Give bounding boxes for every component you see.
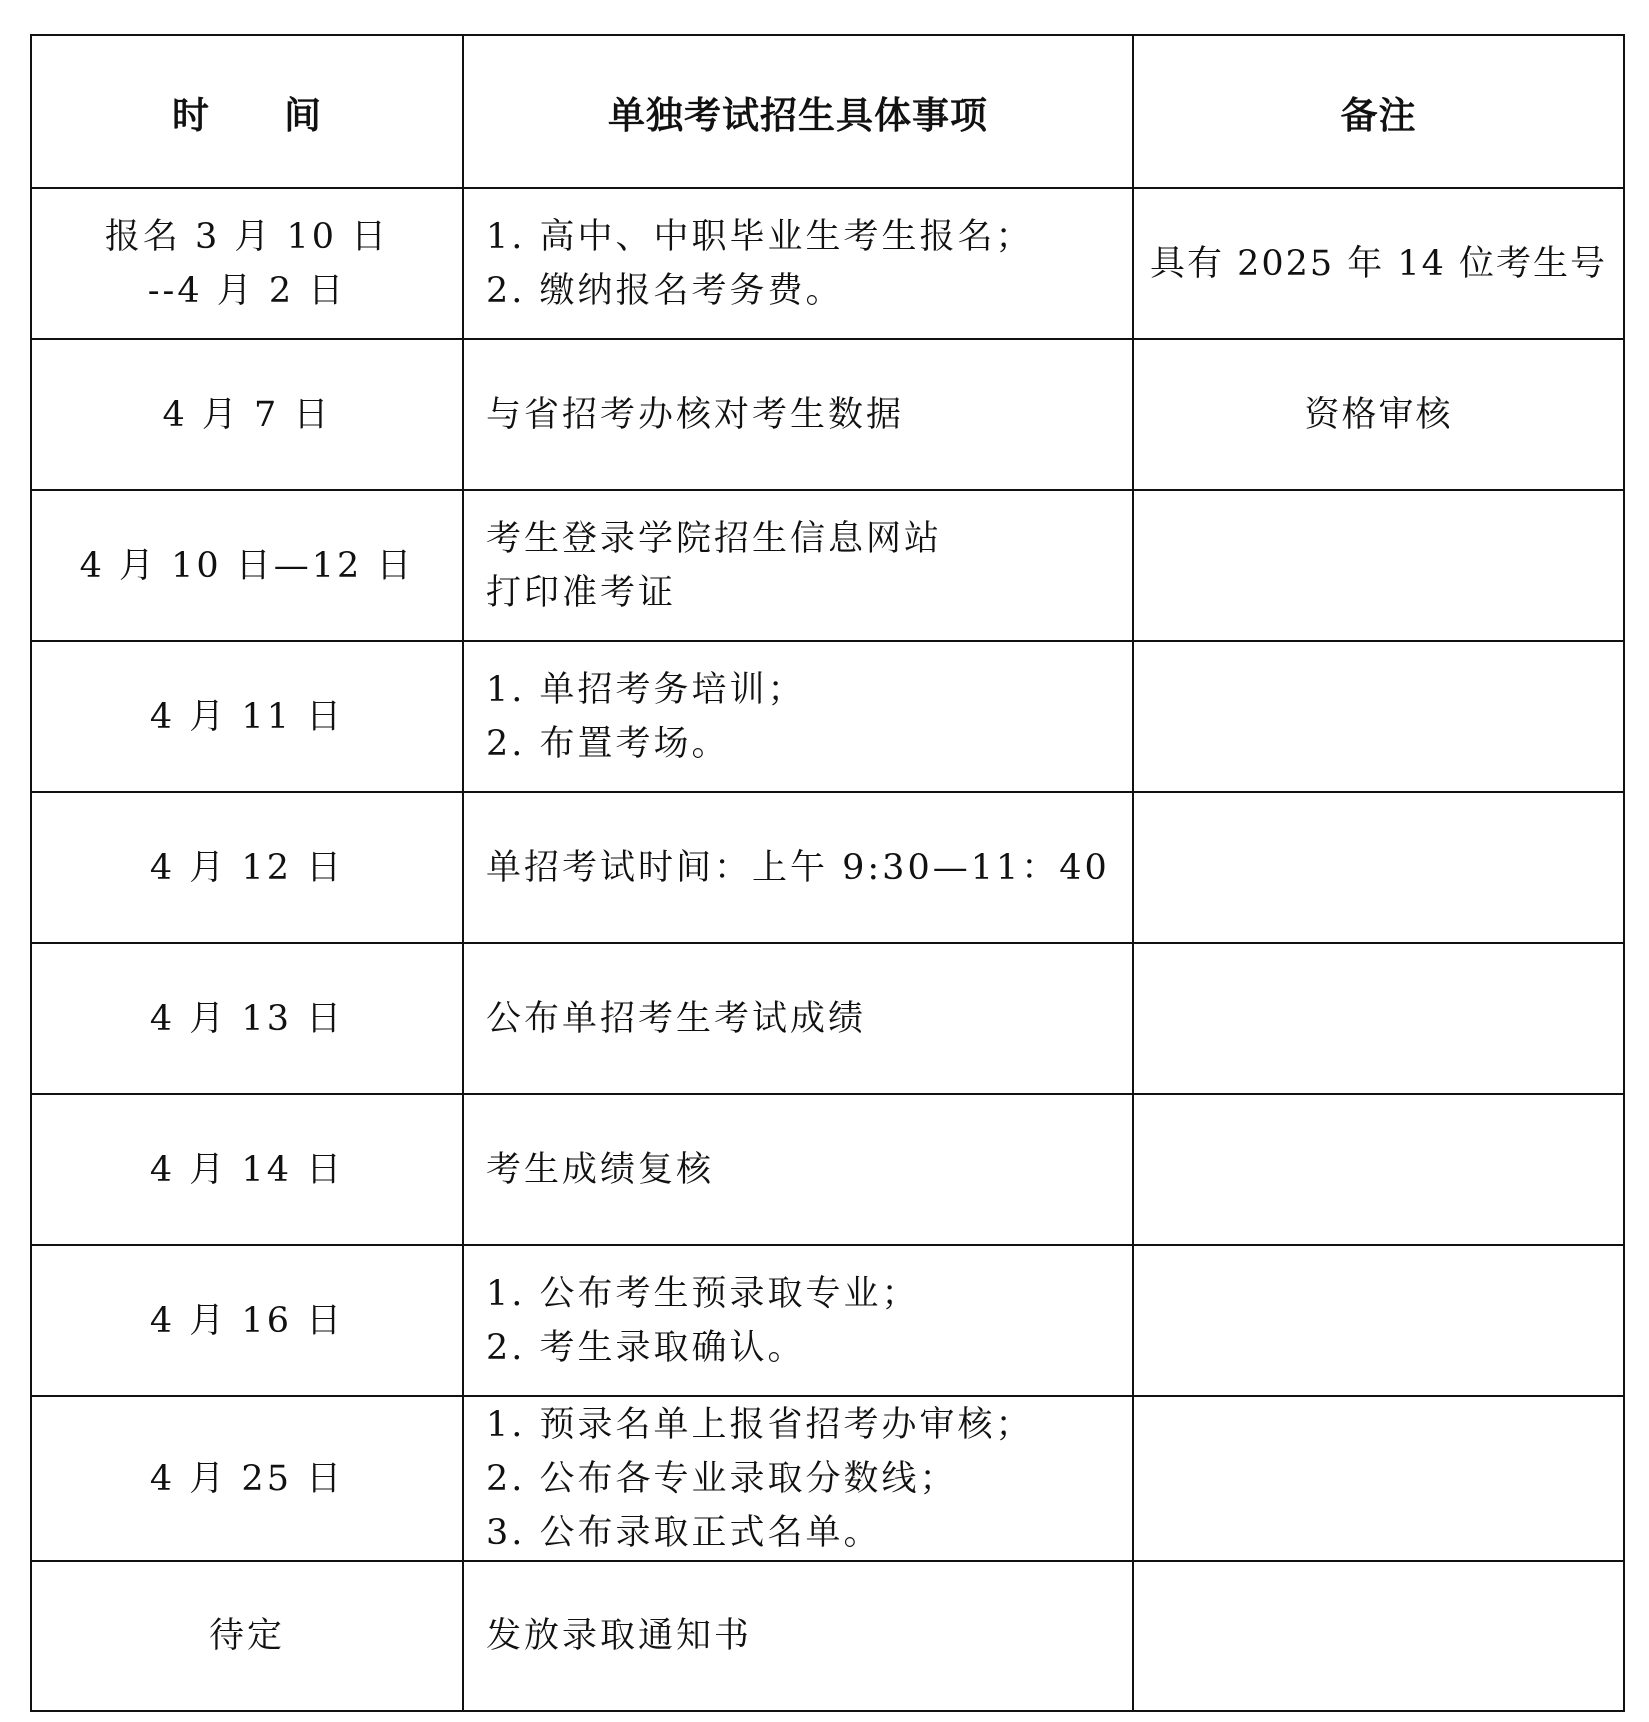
item-line: 与省招考办核对考生数据 bbox=[486, 394, 905, 435]
item-line: 公布单招考生考试成绩 bbox=[486, 998, 867, 1039]
time-line: --4 月 2 日 bbox=[147, 270, 347, 311]
table-row bbox=[31, 188, 1624, 339]
table-row bbox=[31, 1396, 1624, 1561]
enrollment-schedule-table bbox=[30, 34, 1625, 1712]
time-line: 4 月 12 日 bbox=[149, 847, 345, 888]
note-cell bbox=[1133, 1094, 1624, 1245]
item-line: 3. 公布录取正式名单。 bbox=[486, 1512, 882, 1553]
header-time-char-1: 时 bbox=[172, 93, 210, 137]
note-cell: 具有 2025 年 14 位考生号 bbox=[1133, 188, 1624, 339]
time-line: 4 月 16 日 bbox=[149, 1300, 345, 1341]
table-row bbox=[31, 490, 1624, 641]
item-line: 考生成绩复核 bbox=[486, 1149, 715, 1190]
time-cell bbox=[31, 339, 463, 490]
item-cell bbox=[463, 1561, 1133, 1711]
time-line: 4 月 10 日—12 日 bbox=[79, 545, 415, 586]
time-line: 4 月 13 日 bbox=[149, 998, 345, 1039]
table-row bbox=[31, 1561, 1624, 1711]
item-cell bbox=[463, 339, 1133, 490]
item-cell bbox=[463, 1396, 1133, 1561]
item-line: 1. 公布考生预录取专业； bbox=[486, 1273, 920, 1314]
time-line: 4 月 11 日 bbox=[149, 696, 345, 737]
header-note: 备注 bbox=[1133, 35, 1624, 188]
note-cell bbox=[1133, 1245, 1624, 1396]
item-line: 2. 考生录取确认。 bbox=[486, 1327, 806, 1368]
time-cell bbox=[31, 1094, 463, 1245]
time-cell bbox=[31, 943, 463, 1094]
time-cell bbox=[31, 1561, 463, 1711]
item-line: 2. 公布各专业录取分数线； bbox=[486, 1458, 958, 1499]
table-row bbox=[31, 792, 1624, 943]
note-cell bbox=[1133, 943, 1624, 1094]
time-line: 4 月 14 日 bbox=[149, 1149, 345, 1190]
time-line: 4 月 7 日 bbox=[162, 394, 332, 435]
table-header-row bbox=[31, 35, 1624, 188]
item-cell bbox=[463, 641, 1133, 792]
item-cell bbox=[463, 792, 1133, 943]
time-line: 待定 bbox=[208, 1616, 285, 1656]
table-row bbox=[31, 1245, 1624, 1396]
note-cell bbox=[1133, 1561, 1624, 1711]
time-cell bbox=[31, 1396, 463, 1561]
item-line: 1. 预录名单上报省招考办审核； bbox=[486, 1404, 1034, 1445]
note-cell: 资格审核 bbox=[1133, 339, 1624, 490]
item-line: 2. 缴纳报名考务费。 bbox=[486, 270, 844, 311]
item-line: 1. 单招考务培训； bbox=[486, 669, 806, 710]
time-cell bbox=[31, 641, 463, 792]
time-cell bbox=[31, 188, 463, 339]
item-cell bbox=[463, 943, 1133, 1094]
note-cell bbox=[1133, 1396, 1624, 1561]
note-cell bbox=[1133, 490, 1624, 641]
note-cell bbox=[1133, 792, 1624, 943]
item-cell bbox=[463, 1245, 1133, 1396]
table-row bbox=[31, 943, 1624, 1094]
time-cell bbox=[31, 490, 463, 641]
item-line: 2. 布置考场。 bbox=[486, 723, 730, 764]
item-line: 1. 高中、中职毕业生考生报名； bbox=[486, 216, 1034, 257]
item-line: 单招考试时间：上午 9:30—11：40 bbox=[486, 847, 1110, 888]
header-item: 单独考试招生具体事项 bbox=[463, 35, 1133, 188]
time-line: 报名 3 月 10 日 bbox=[104, 216, 390, 257]
time-line: 4 月 25 日 bbox=[149, 1458, 345, 1499]
note-cell bbox=[1133, 641, 1624, 792]
table-row bbox=[31, 1094, 1624, 1245]
item-cell bbox=[463, 1094, 1133, 1245]
item-line: 考生登录学院招生信息网站 bbox=[486, 518, 943, 559]
header-time bbox=[31, 35, 463, 188]
item-cell bbox=[463, 188, 1133, 339]
table-row bbox=[31, 339, 1624, 490]
item-line: 打印准考证 bbox=[486, 572, 677, 613]
item-cell bbox=[463, 490, 1133, 641]
header-time-char-2: 间 bbox=[284, 93, 322, 137]
item-line: 发放录取通知书 bbox=[486, 1616, 753, 1656]
table-row bbox=[31, 641, 1624, 792]
time-cell bbox=[31, 1245, 463, 1396]
time-cell bbox=[31, 792, 463, 943]
